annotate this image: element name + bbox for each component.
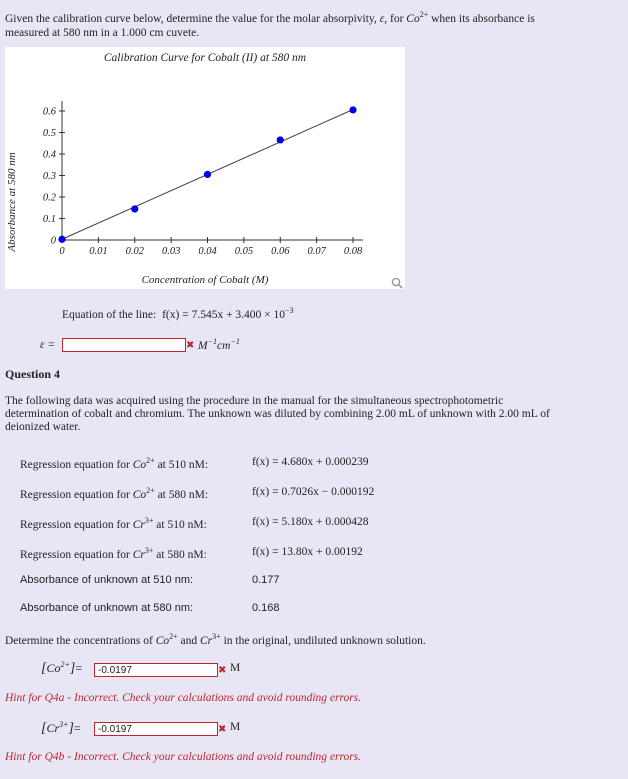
row-equation: f(x) = 13.80x + 0.00192 <box>252 546 363 558</box>
absorbance-value: 0.168 <box>252 602 280 614</box>
row-label: Regression equation for <box>20 458 133 471</box>
row-ion: Co <box>132 488 147 501</box>
answer-a-label: $[Co^{2+}]=$ <box>41 660 83 676</box>
ion-symbol: Cr <box>46 721 60 735</box>
epsilon-unit <box>198 337 240 352</box>
equation-label: Equation of the line: <box>62 308 157 321</box>
row-ion: Cr <box>132 548 145 561</box>
epsilon-input[interactable] <box>62 338 186 352</box>
row-charge: 3+ <box>144 516 154 525</box>
data-point <box>58 236 65 243</box>
ion-charge: 2+ <box>169 632 178 641</box>
chart-svg <box>5 47 405 289</box>
prompt-text: when its absorbance is <box>428 12 535 25</box>
x-tick-label: 0.06 <box>271 246 290 257</box>
x-tick-label: 0.05 <box>234 246 254 257</box>
row-equation: f(x) = 5.180x + 0.000428 <box>252 516 369 528</box>
prompt-text-line2: measured at 580 nm in a 1.000 cm cuvete. <box>5 26 200 39</box>
epsilon-symbol: ε <box>379 12 385 25</box>
answer-b-unit: M <box>230 721 241 733</box>
row-ion: Cr <box>132 518 145 531</box>
row-label: Regression equation for <box>20 518 133 531</box>
answer-a-unit: M <box>230 662 241 674</box>
data-point <box>349 106 356 113</box>
row-charge: 2+ <box>146 486 155 495</box>
regression-row <box>20 546 207 561</box>
ion-charge: 3+ <box>59 720 69 729</box>
calibration-chart <box>5 47 405 289</box>
ion-charge: 2+ <box>419 10 429 19</box>
answer-a-input[interactable]: -0.0197 <box>94 663 218 677</box>
row-suffix: at 580 nM: <box>154 488 209 501</box>
x-tick-label: 0.08 <box>343 246 363 257</box>
row-equation: f(x) = 4.680x + 0.000239 <box>252 456 369 468</box>
row-label: Regression equation for <box>20 488 133 501</box>
regression-row <box>20 516 207 531</box>
y-tick-label: 0.5 <box>42 128 56 139</box>
question-prompt <box>5 8 620 40</box>
regression-row <box>20 486 208 501</box>
epsilon-label: ε = <box>40 339 56 351</box>
absorbance-label: Absorbance of unknown at 510 nm: <box>20 574 194 586</box>
incorrect-icon: ✖ <box>186 340 195 351</box>
unit-m-exp: −1 <box>207 337 217 346</box>
chart-axes <box>43 101 363 257</box>
row-charge: 2+ <box>146 456 155 465</box>
question-4-intro <box>5 395 623 434</box>
ion-symbol: Cr <box>200 634 213 647</box>
x-tick-label: 0 <box>59 246 65 257</box>
absorbance-label: Absorbance of unknown at 580 nm: <box>20 602 194 614</box>
intro-line-3: deionized water. <box>5 421 81 433</box>
unit-cm: cm <box>217 339 231 352</box>
determine-prompt <box>5 632 426 647</box>
chart-ylabel: Absorbance at 580 nm <box>6 152 18 252</box>
chart-title: Calibration Curve for Cobalt (II) at 580 nm <box>103 52 307 64</box>
y-tick-label: 0.3 <box>42 171 56 182</box>
incorrect-icon: ✖ <box>218 724 227 735</box>
x-tick-label: 0.04 <box>198 246 217 257</box>
data-point <box>204 171 211 178</box>
row-ion: Co <box>132 458 147 471</box>
hint-q4b-link[interactable]: Hint for Q4b - Incorrect. Check your calculations and avoid rounding errors. <box>5 751 362 763</box>
row-charge: 3+ <box>144 546 154 555</box>
x-tick-label: 0.03 <box>161 246 181 257</box>
y-tick-label: 0.4 <box>42 149 56 161</box>
y-tick-label: 0.6 <box>42 106 56 118</box>
intro-line-1: The following data was acquired using the procedure in the manual for the simultaneous spectrophotometric <box>5 395 504 407</box>
row-equation: f(x) = 0.7026x − 0.000192 <box>252 486 375 498</box>
ion-charge: 2+ <box>60 660 70 669</box>
absorbance-value: 0.177 <box>252 574 280 586</box>
row-label: Regression equation for <box>20 548 133 561</box>
answer-b-label: $[Cr^{3+}]=$ <box>41 720 81 736</box>
prompt-text: Given the calibration curve below, determine the value for the molar absorpivity, <box>5 12 380 25</box>
ion-symbol: Co <box>46 661 61 675</box>
determine-text: and <box>177 634 201 647</box>
y-tick-label: 0.1 <box>42 214 56 225</box>
determine-text: Determine the concentrations of <box>5 634 156 647</box>
chart-xlabel: Concentration of Cobalt (M) <box>141 274 269 286</box>
row-suffix: at 510 nM: <box>153 518 207 531</box>
regression-row <box>20 456 208 471</box>
ion-symbol: Co <box>406 12 420 25</box>
x-tick-label: 0.02 <box>125 246 144 257</box>
answer-b-input[interactable]: -0.0197 <box>94 722 218 736</box>
y-tick-label: 0 <box>50 235 56 247</box>
question-4-title: Question 4 <box>5 367 61 381</box>
unit-m: M <box>198 339 208 352</box>
equation-line <box>62 306 294 321</box>
data-point <box>277 136 284 143</box>
x-tick-label: 0.07 <box>307 246 326 257</box>
hint-q4a-link[interactable]: Hint for Q4a - Incorrect. Check your calculations and avoid rounding errors. <box>5 692 362 704</box>
data-point <box>131 205 138 212</box>
y-tick-label: 0.2 <box>42 192 56 204</box>
determine-text: in the original, undiluted unknown solution. <box>220 634 426 647</box>
equation-exponent: −3 <box>285 306 294 315</box>
equation-fx: f(x) = 7.545x + 3.400 × 10 <box>162 308 286 321</box>
ion-symbol: Co <box>155 634 170 647</box>
unit-cm-exp: −1 <box>230 337 240 346</box>
row-suffix: at 580 nM: <box>153 548 207 561</box>
magnify-icon[interactable] <box>391 277 403 289</box>
data-points <box>58 106 356 243</box>
x-tick-label: 0.01 <box>89 246 108 257</box>
prompt-text: , for <box>384 12 407 25</box>
ion-charge: 3+ <box>212 632 221 641</box>
incorrect-icon: ✖ <box>218 665 227 676</box>
row-suffix: at 510 nM: <box>154 458 209 471</box>
intro-line-2: determination of cobalt and chromium. The unknown was diluted by combining 2.00 mL of unknown with 2.00 mL of <box>5 408 550 420</box>
